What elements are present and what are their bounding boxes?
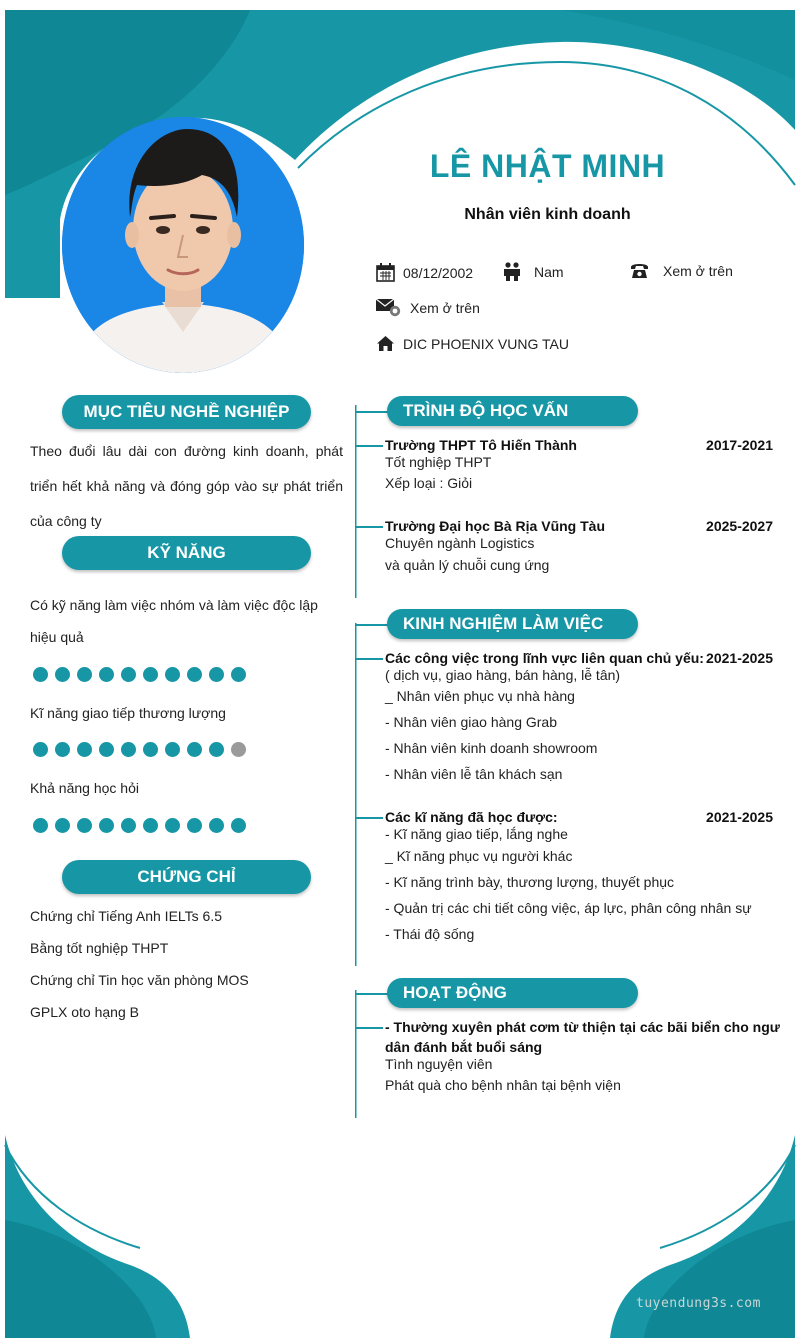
edu-1-line-1: Tốt nghiệp THPT <box>385 454 492 470</box>
edu-2-line-1: Chuyên ngành Logistics <box>385 535 535 551</box>
rating-dot-filled <box>121 667 136 682</box>
rating-dot-filled <box>143 742 158 757</box>
exp-2-line: - Kĩ năng giao tiếp, lắng nghe <box>385 826 568 842</box>
home-icon <box>376 335 395 352</box>
rating-dot-filled <box>209 818 224 833</box>
rating-dot-filled <box>55 742 70 757</box>
timeline-tick <box>355 658 383 660</box>
candidate-name: LÊ NHẬT MINH <box>429 148 666 184</box>
timeline-tick <box>355 1027 383 1029</box>
profile-photo <box>62 117 304 373</box>
rating-dot-filled <box>187 742 202 757</box>
activity-heading-cont: dân đánh bắt buổi sáng <box>385 1039 543 1055</box>
timeline-tick <box>355 445 383 447</box>
edu-1-line-2: Xếp loại : Giỏi <box>385 475 473 491</box>
exp-1-years: 2021-2025 <box>706 650 773 666</box>
rating-dot-filled <box>33 818 48 833</box>
skill-2-label: Kĩ năng giao tiếp thương lượng <box>30 705 226 721</box>
skill-rating <box>33 818 246 833</box>
people-icon <box>502 262 522 281</box>
skill-rating <box>33 742 246 757</box>
timeline-connector <box>355 993 389 995</box>
timeline-tick <box>355 817 383 819</box>
certificate-item: Chứng chỉ Tin học văn phòng MOS <box>30 972 249 988</box>
rating-dot-filled <box>55 667 70 682</box>
phone-text: Xem ở trên <box>663 262 733 279</box>
timeline-connector <box>355 624 389 626</box>
rating-dot-filled <box>99 818 114 833</box>
exp-2-heading: Các kĩ năng đã học được: <box>385 809 558 825</box>
calendar-icon <box>376 263 395 282</box>
phone-icon <box>630 262 649 279</box>
job-title: Nhân viên kinh doanh <box>464 206 631 223</box>
exp-1-line: _ Nhân viên phục vụ nhà hàng <box>385 688 575 704</box>
rating-dot-filled <box>165 742 180 757</box>
objective-heading: MỤC TIÊU NGHỀ NGHIỆP <box>62 395 311 429</box>
exp-1-heading: Các công việc trong lĩnh vực liên quan chủ yếu: <box>385 650 704 666</box>
exp-2-line: - Thái độ sống <box>385 926 475 942</box>
skill-3-label: Khả năng học hỏi <box>30 780 139 796</box>
activity-line: Tình nguyện viên <box>385 1056 493 1072</box>
rating-dot-filled <box>99 742 114 757</box>
rating-dot-filled <box>231 667 246 682</box>
mail-icon <box>376 298 401 318</box>
timeline-tick <box>355 526 383 528</box>
objective-text: Theo đuổi lâu dài con đường kinh doanh, phát triển hết khả năng và đóng góp vào sự phát triển của công ty <box>30 443 343 529</box>
phone-info <box>630 262 733 279</box>
rating-dot-filled <box>99 667 114 682</box>
email-text: Xem ở trên <box>410 300 480 316</box>
birthday-text: 08/12/2002 <box>403 264 474 281</box>
gender-text: Nam <box>534 263 564 280</box>
rating-dot-filled <box>33 667 48 682</box>
birthday-info <box>376 263 473 282</box>
rating-dot-filled <box>143 667 158 682</box>
watermark: tuyendung3s.com <box>636 1296 761 1311</box>
exp-2-years: 2021-2025 <box>706 809 773 825</box>
skill-1-label-cont: hiệu quả <box>30 629 84 645</box>
exp-2-line: _ Kĩ năng phục vụ người khác <box>385 848 573 864</box>
rating-dot-filled <box>55 818 70 833</box>
experience-heading: KINH NGHIỆM LÀM VIỆC <box>387 609 638 639</box>
exp-1-line: - Nhân viên kinh doanh showroom <box>385 740 598 756</box>
exp-1-line: - Nhân viên lễ tân khách sạn <box>385 766 563 782</box>
exp-1-line: - Nhân viên giao hàng Grab <box>385 714 557 730</box>
rating-dot-filled <box>77 742 92 757</box>
activity-heading: - Thường xuyên phát cơm từ thiện tại các bãi biển cho ngư <box>385 1019 780 1035</box>
rating-dot-filled <box>121 742 136 757</box>
rating-dot-filled <box>187 667 202 682</box>
exp-2-line: - Kĩ năng trình bày, thương lượng, thuyết phục <box>385 874 675 890</box>
rating-dot-filled <box>231 818 246 833</box>
rating-dot-filled <box>165 818 180 833</box>
rating-dot-filled <box>77 818 92 833</box>
edu-2-line-2: và quản lý chuỗi cung ứng <box>385 557 550 573</box>
rating-dot-filled <box>143 818 158 833</box>
skills-heading: KỸ NĂNG <box>62 536 311 570</box>
rating-dot-filled <box>121 818 136 833</box>
address-info <box>376 335 569 352</box>
certificate-item: Bằng tốt nghiệp THPT <box>30 940 169 956</box>
edu-1-school: Trường THPT Tô Hiến Thành <box>385 437 577 453</box>
rating-dot-filled <box>209 742 224 757</box>
gender-info <box>502 262 564 281</box>
edu-2-school: Trường Đại học Bà Rịa Vũng Tàu <box>385 518 606 534</box>
rating-dot-empty <box>231 742 246 757</box>
rating-dot-filled <box>33 742 48 757</box>
edu-2-years: 2025-2027 <box>706 518 773 534</box>
certificate-item: Chứng chỉ Tiếng Anh IELTs 6.5 <box>30 908 223 924</box>
timeline-connector <box>355 411 389 413</box>
skill-rating <box>33 667 246 682</box>
activities-heading: HOẠT ĐỘNG <box>387 978 638 1008</box>
education-heading: TRÌNH ĐỘ HỌC VẤN <box>387 396 638 426</box>
rating-dot-filled <box>209 667 224 682</box>
rating-dot-filled <box>77 667 92 682</box>
exp-2-line: - Quản trị các chi tiết công việc, áp lực, phân công nhân sự <box>385 900 752 916</box>
skill-1-label: Có kỹ năng làm việc nhóm và làm việc độc lập <box>30 597 318 613</box>
rating-dot-filled <box>165 667 180 682</box>
edu-1-years: 2017-2021 <box>706 437 773 453</box>
email-info <box>376 298 480 318</box>
address-text: DIC PHOENIX VUNG TAU <box>403 335 569 352</box>
exp-1-line: ( dịch vụ, giao hàng, bán hàng, lễ tân) <box>385 667 621 683</box>
certificate-item: GPLX oto hạng B <box>30 1004 139 1020</box>
certificates-heading: CHỨNG CHỈ <box>62 860 311 894</box>
rating-dot-filled <box>187 818 202 833</box>
activity-line: Phát quà cho bệnh nhân tại bệnh viện <box>385 1077 621 1093</box>
